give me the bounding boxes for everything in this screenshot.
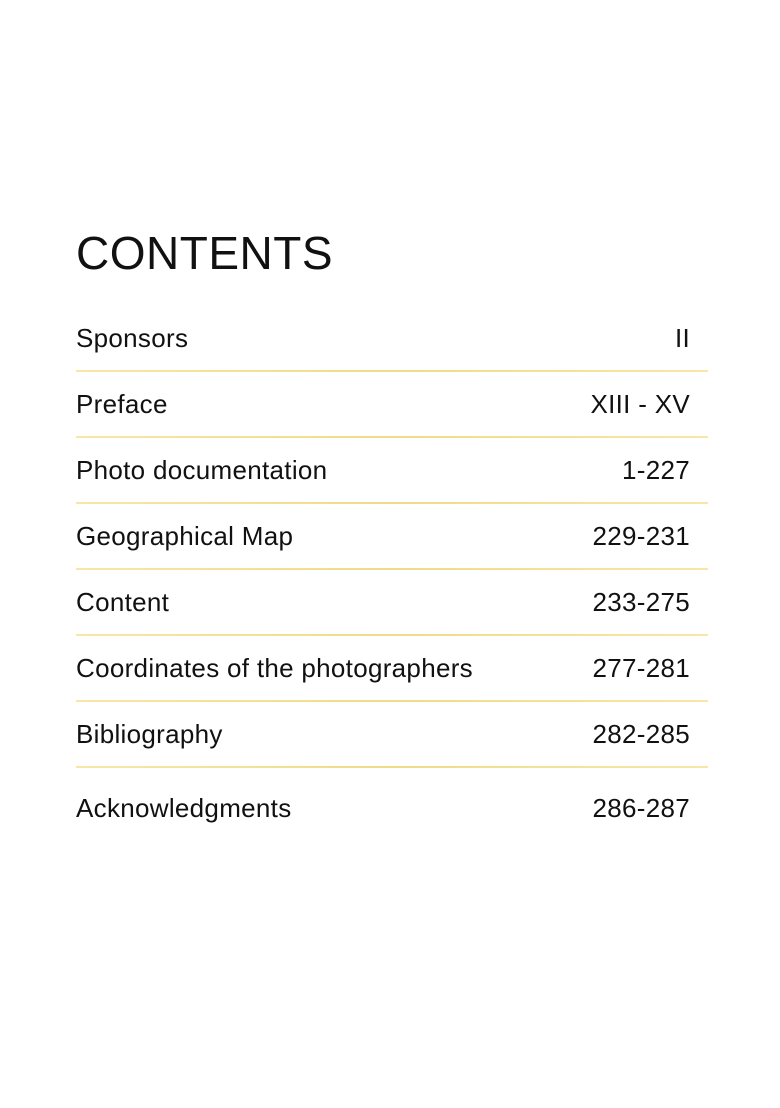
toc-entry-pages: XIII - XV: [590, 388, 690, 419]
toc-entry-pages: 282-285: [592, 718, 690, 749]
toc-entry-acknowledgments: [76, 768, 708, 848]
toc-entry-label: Geographical Map: [76, 520, 294, 551]
table-of-contents: [76, 306, 708, 848]
toc-entry-label: Sponsors: [76, 322, 189, 353]
toc-entry-bibliography: [76, 702, 708, 766]
toc-entry-label: Coordinates of the photographers: [76, 652, 473, 683]
toc-entry-photo-documentation: [76, 438, 708, 502]
toc-entry-label: Acknowledgments: [76, 792, 292, 823]
toc-entry-label: Preface: [76, 388, 168, 419]
toc-entry-pages: 229-231: [592, 520, 690, 551]
toc-entry-geographical-map: [76, 504, 708, 568]
toc-entry-label: Content: [76, 586, 170, 617]
toc-entry-pages: 1-227: [622, 454, 690, 485]
toc-entry-label: Photo documentation: [76, 454, 328, 485]
toc-entry-preface: [76, 372, 708, 436]
toc-entry-pages: 233-275: [592, 586, 690, 617]
toc-entry-coordinates: [76, 636, 708, 700]
page-title: CONTENTS: [76, 227, 333, 279]
toc-entry-pages: 286-287: [592, 792, 690, 823]
toc-entry-label: Bibliography: [76, 718, 223, 749]
toc-entry-pages: 277-281: [592, 652, 690, 683]
toc-entry-content: [76, 570, 708, 634]
toc-entry-pages: II: [674, 322, 690, 353]
toc-entry-sponsors: [76, 306, 708, 370]
